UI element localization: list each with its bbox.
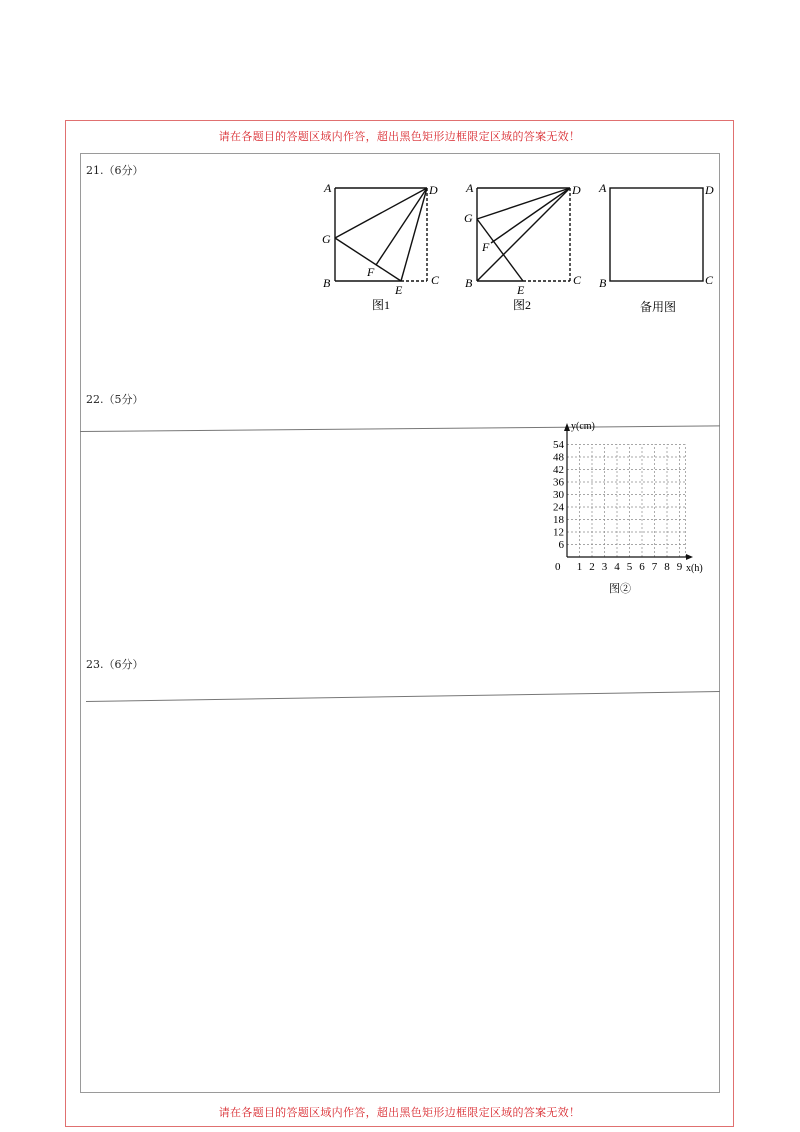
- y-tick-label: 42: [553, 464, 564, 476]
- fig2-label-c: C: [573, 273, 582, 287]
- fig2-label-a: A: [466, 181, 474, 195]
- q22-grid: [567, 445, 686, 558]
- fig2-label-e: E: [517, 283, 525, 297]
- y-tick-label: 24: [553, 501, 564, 514]
- fig1-label-b: B: [323, 276, 331, 290]
- y-tick-label: 30: [553, 489, 564, 501]
- top-warning: 请在各题目的答题区域内作答，超出黑色矩形边框限定区域的答案无效！: [218, 130, 581, 143]
- fig2-label-d: D: [572, 183, 581, 197]
- y-axis-arrow: [564, 423, 570, 431]
- x-tick-label: 3: [601, 561, 608, 573]
- bottom-warning: 请在各题目的答题区域内作答，超出黑色矩形边框限定区域的答案无效！: [218, 1106, 581, 1119]
- x-tick-label: 9: [676, 561, 683, 573]
- fig1-label-g: G: [322, 232, 331, 246]
- q21-figures: [315, 178, 725, 318]
- y-tick-label: 54: [553, 439, 564, 451]
- q22-graph: [535, 415, 725, 600]
- x-tick-label: 4: [614, 561, 620, 573]
- spare-label-c: C: [705, 273, 714, 287]
- x-tick-label: 8: [664, 561, 670, 573]
- fig1-label-d: D: [429, 183, 438, 197]
- x-tick-label: 7: [651, 561, 658, 573]
- x-tick-labels: [577, 561, 683, 573]
- question-23-label: 23.（6分）: [86, 658, 144, 671]
- x-tick-label: 2: [589, 561, 595, 573]
- x-tick-label: 6: [639, 561, 645, 573]
- q21-figure-1: [335, 188, 427, 281]
- origin-label: 0: [555, 561, 561, 573]
- fig1-label-e: E: [395, 283, 403, 297]
- spare-square: [610, 188, 703, 281]
- y-tick-label: 18: [553, 514, 564, 526]
- fig1-line-fd: [376, 188, 427, 265]
- x-tick-label: 1: [576, 561, 583, 573]
- fig1-caption: 图1: [372, 298, 391, 312]
- x-tick-label: 5: [626, 561, 633, 573]
- question-21-label: 21.（6分）: [86, 164, 144, 177]
- fig1-label-a: A: [324, 181, 332, 195]
- fig1-label-c: C: [431, 273, 440, 287]
- q21-figure-2: [477, 188, 570, 281]
- question-22-label: 22.（5分）: [86, 393, 144, 406]
- spare-label-d: D: [705, 183, 714, 197]
- fig1-line-gd: [335, 188, 427, 238]
- fig2-line-fd: [491, 188, 570, 243]
- x-axis-label: x(h): [686, 563, 703, 574]
- y-tick-label: 36: [553, 476, 564, 489]
- spare-label-b: B: [599, 276, 607, 290]
- fig1-line-ed: [401, 188, 427, 281]
- fig2-line-bd: [477, 188, 570, 281]
- fig1-label-f: F: [367, 265, 375, 279]
- y-axis-label: y(cm): [571, 421, 595, 432]
- y-tick-label: 6: [558, 539, 564, 551]
- x-axis-arrow: [686, 554, 693, 560]
- y-tick-label: 48: [553, 451, 564, 464]
- fig2-caption: 图2: [513, 298, 532, 312]
- fig2-label-g: G: [464, 211, 473, 225]
- y-tick-label: 12: [553, 526, 564, 539]
- q22-caption: 图②: [609, 583, 631, 595]
- spare-caption: 备用图: [640, 300, 677, 314]
- fig2-line-gd: [477, 188, 570, 219]
- spare-label-a: A: [599, 181, 607, 195]
- fig2-label-b: B: [465, 276, 473, 290]
- y-tick-labels: [553, 439, 565, 551]
- fig2-label-f: F: [482, 240, 490, 254]
